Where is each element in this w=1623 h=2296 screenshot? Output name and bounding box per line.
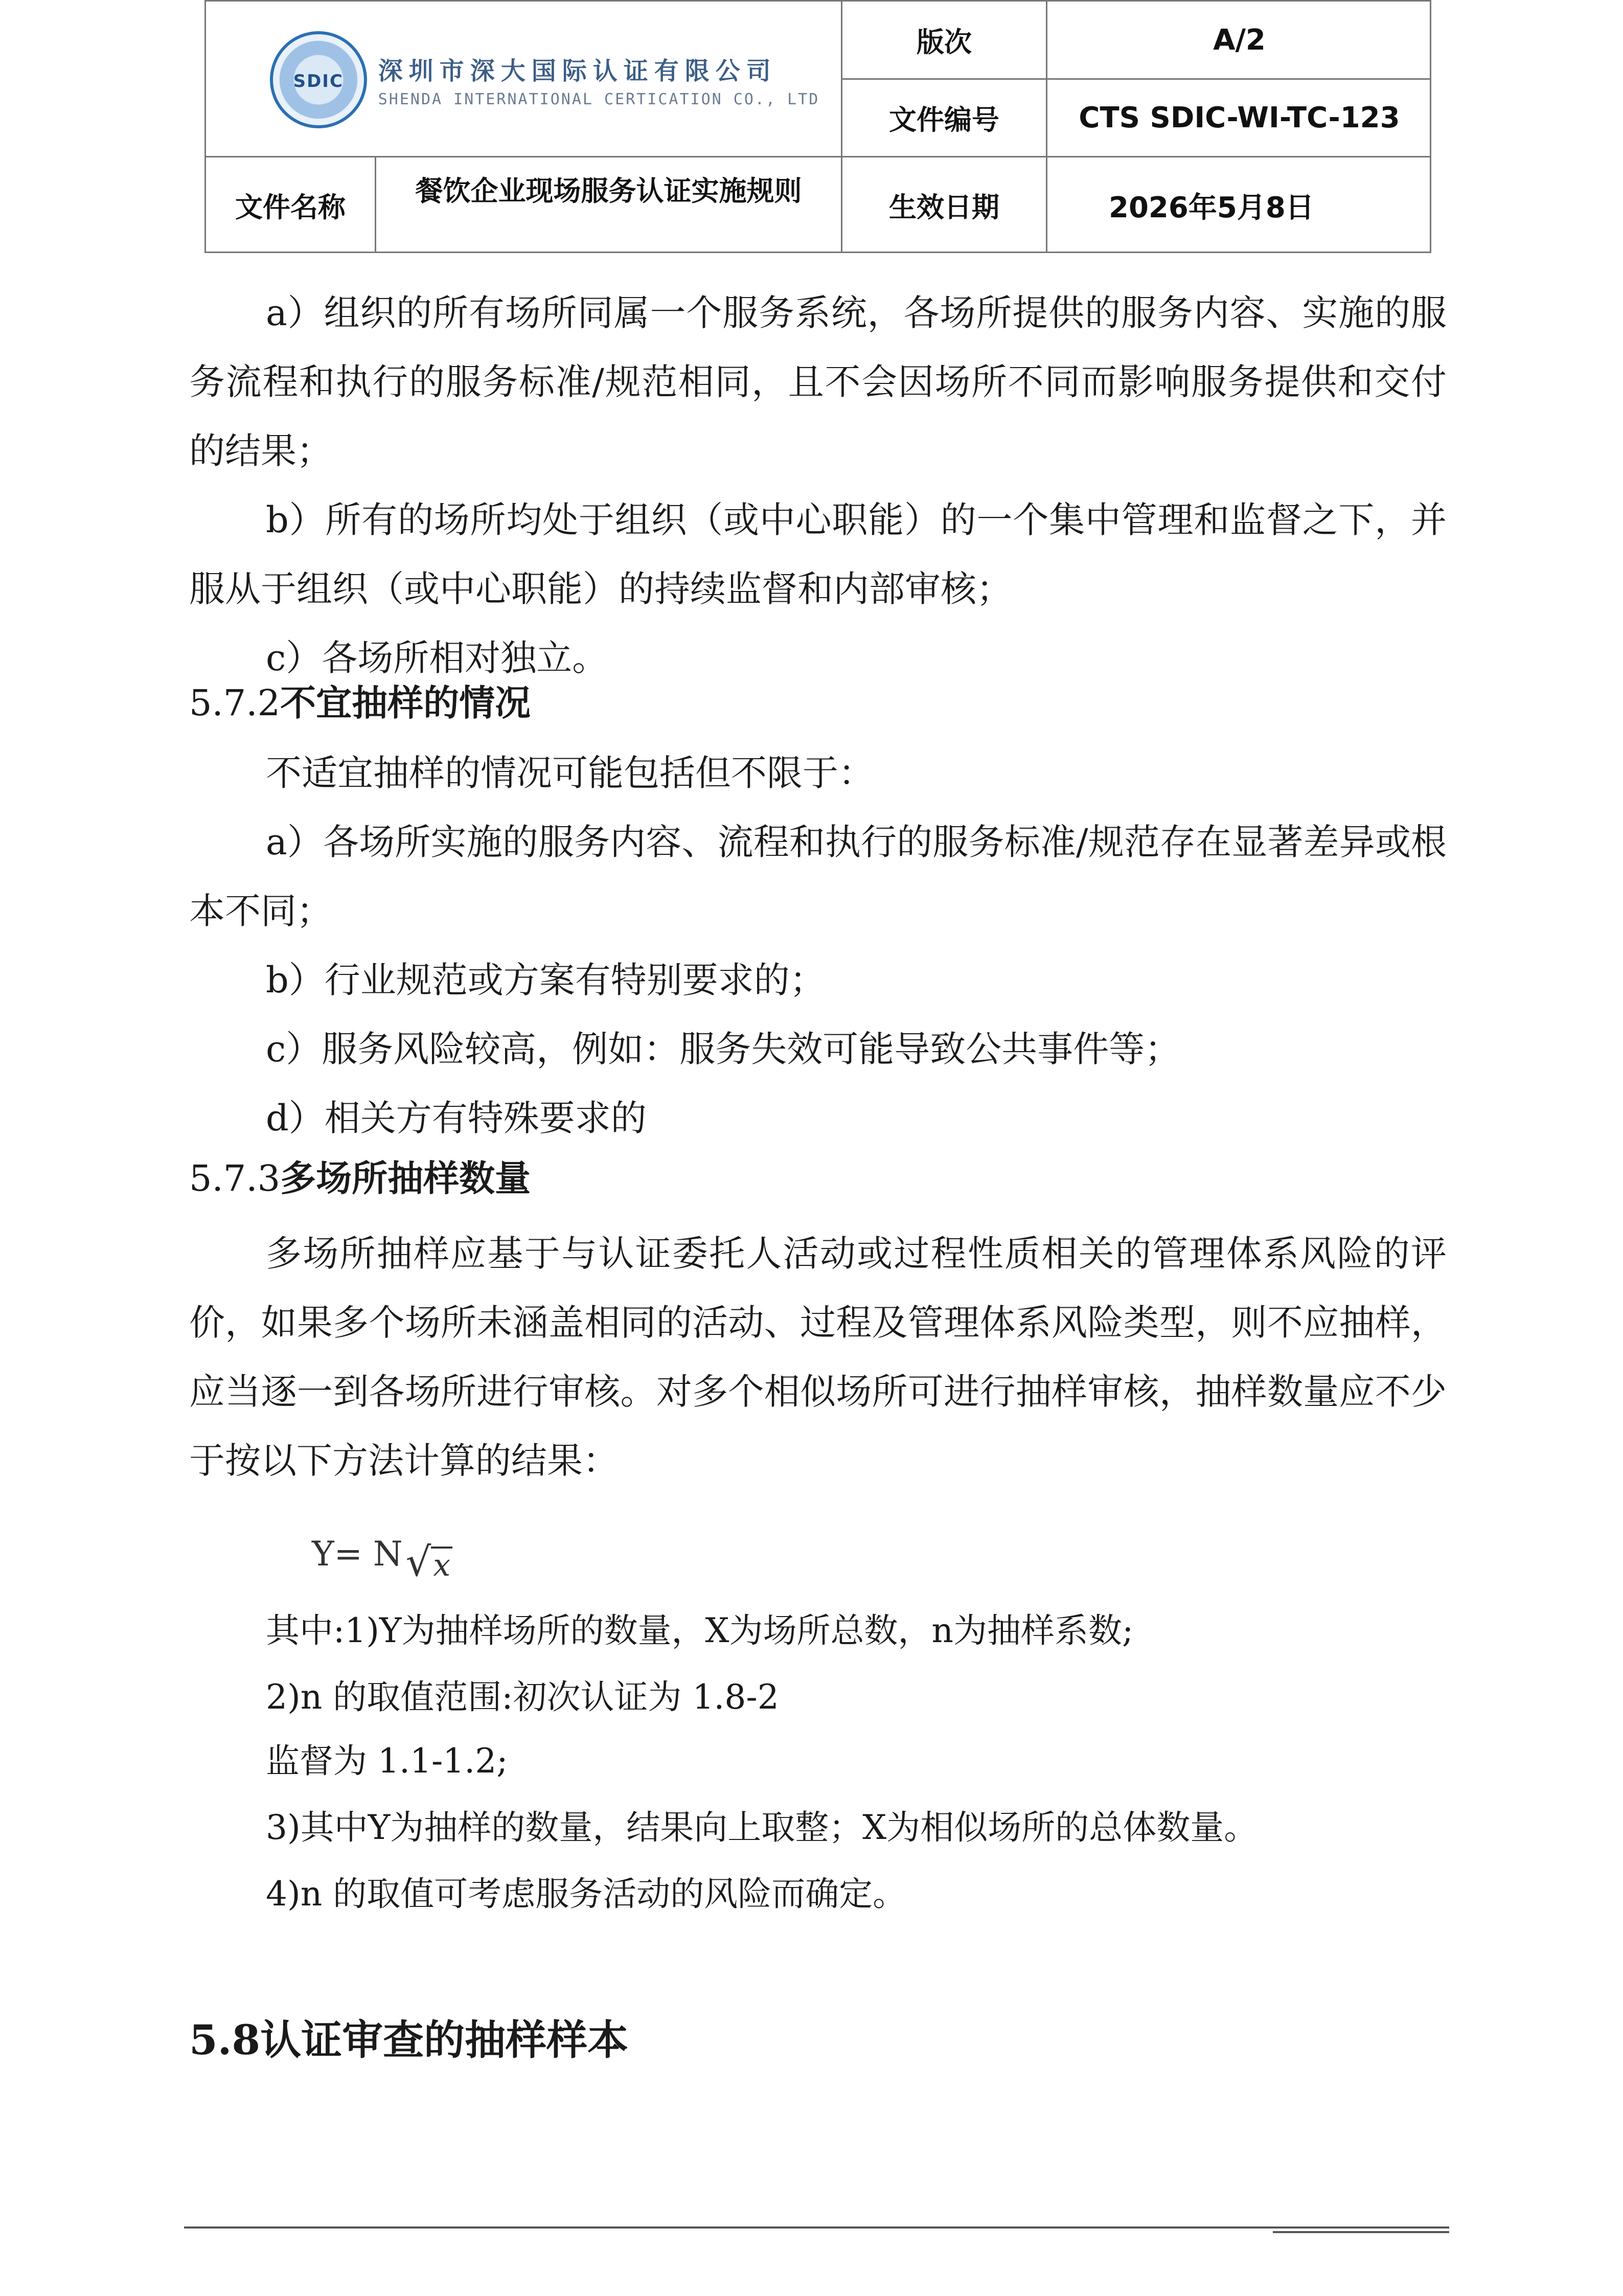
- sampling-formula: Y= N √ x: [312, 1526, 452, 1582]
- paragraph-unsuitable-a: a）各场所实施的服务内容、流程和执行的服务标准/规范存在显著差异或根本不同；: [189, 821, 1447, 932]
- paragraph-condition-c: c）各场所相对独立。: [266, 637, 608, 679]
- effective-date-value: 2026年5月8日: [1109, 191, 1314, 224]
- effective-date-label: 生效日期: [889, 191, 999, 223]
- doc-number-value: CTS SDIC-WI-TC-123: [1079, 101, 1400, 134]
- paragraph-unsuitable-c: c）服务风险较高，例如：服务失效可能导致公共事件等；: [266, 1028, 1181, 1070]
- paragraph-unsuitable-intro: 不适宜抽样的情况可能包括但不限于：: [266, 752, 874, 794]
- footer-rule: [184, 2226, 1449, 2229]
- formula-note-2: 2)n 的取值范围:初次认证为 1.8-2: [266, 1677, 779, 1717]
- document-header-table: [204, 0, 1431, 253]
- section-heading-5-7-3: 5.7.3多场所抽样数量: [189, 1157, 531, 1199]
- paragraph-condition-a: a）组织的所有场所同属一个服务系统，各场所提供的服务内容、实施的服务流程和执行的服务标准/规范相同，且不会因场所不同而影响服务提供和交付的结果；: [189, 292, 1447, 472]
- company-name-en: SHENDA INTERNATIONAL CERTICATION CO., LTD: [378, 90, 820, 108]
- formula-note-1: 其中:1)Y为抽样场所的数量，X为场所总数，n为抽样系数;: [266, 1611, 1134, 1650]
- formula-note-2b: 监督为 1.1-1.2;: [266, 1741, 508, 1781]
- company-seal-icon: SDIC: [270, 31, 367, 128]
- doc-name-value: 餐饮企业现场服务认证实施规则: [415, 175, 802, 207]
- formula-note-3: 3)其中Y为抽样的数量，结果向上取整；X为相似场所的总体数量。: [266, 1808, 1258, 1847]
- section-heading-5-8: 5.8认证审查的抽样样本: [189, 2016, 629, 2064]
- version-value: A/2: [1213, 23, 1266, 57]
- version-label: 版次: [917, 26, 972, 58]
- paragraph-unsuitable-b: b）行业规范或方案有特别要求的；: [266, 959, 826, 1001]
- paragraph-unsuitable-d: d）相关方有特殊要求的: [266, 1097, 647, 1139]
- paragraph-sampling-quantity: 多场所抽样应基于与认证委托人活动或过程性质相关的管理体系风险的评价，如果多个场所未涵盖相同的活动、过程及管理体系风险类型，则不应抽样，应当逐一到各场所进行审核。对多个相似场所可进行抽样审核，抽样数量应不少于按以下方法计算的结果：: [189, 1233, 1447, 1482]
- company-logo: [206, 2, 842, 157]
- paragraph-condition-b: b）所有的场所均处于组织（或中心职能）的一个集中管理和监督之下，并服从于组织（或中心职能）的持续监督和内部审核；: [189, 499, 1447, 610]
- doc-name-label: 文件名称: [235, 191, 346, 223]
- footer-rule-short: [1273, 2231, 1449, 2233]
- doc-number-label: 文件编号: [889, 104, 999, 136]
- section-heading-5-7-2: 5.7.2不宜抽样的情况: [189, 682, 531, 724]
- formula-note-4: 4)n 的取值可考虑服务活动的风险而确定。: [266, 1874, 907, 1914]
- square-root-icon: √ x: [406, 1542, 453, 1582]
- company-name-cn: 深圳市深大国际认证有限公司: [378, 56, 777, 85]
